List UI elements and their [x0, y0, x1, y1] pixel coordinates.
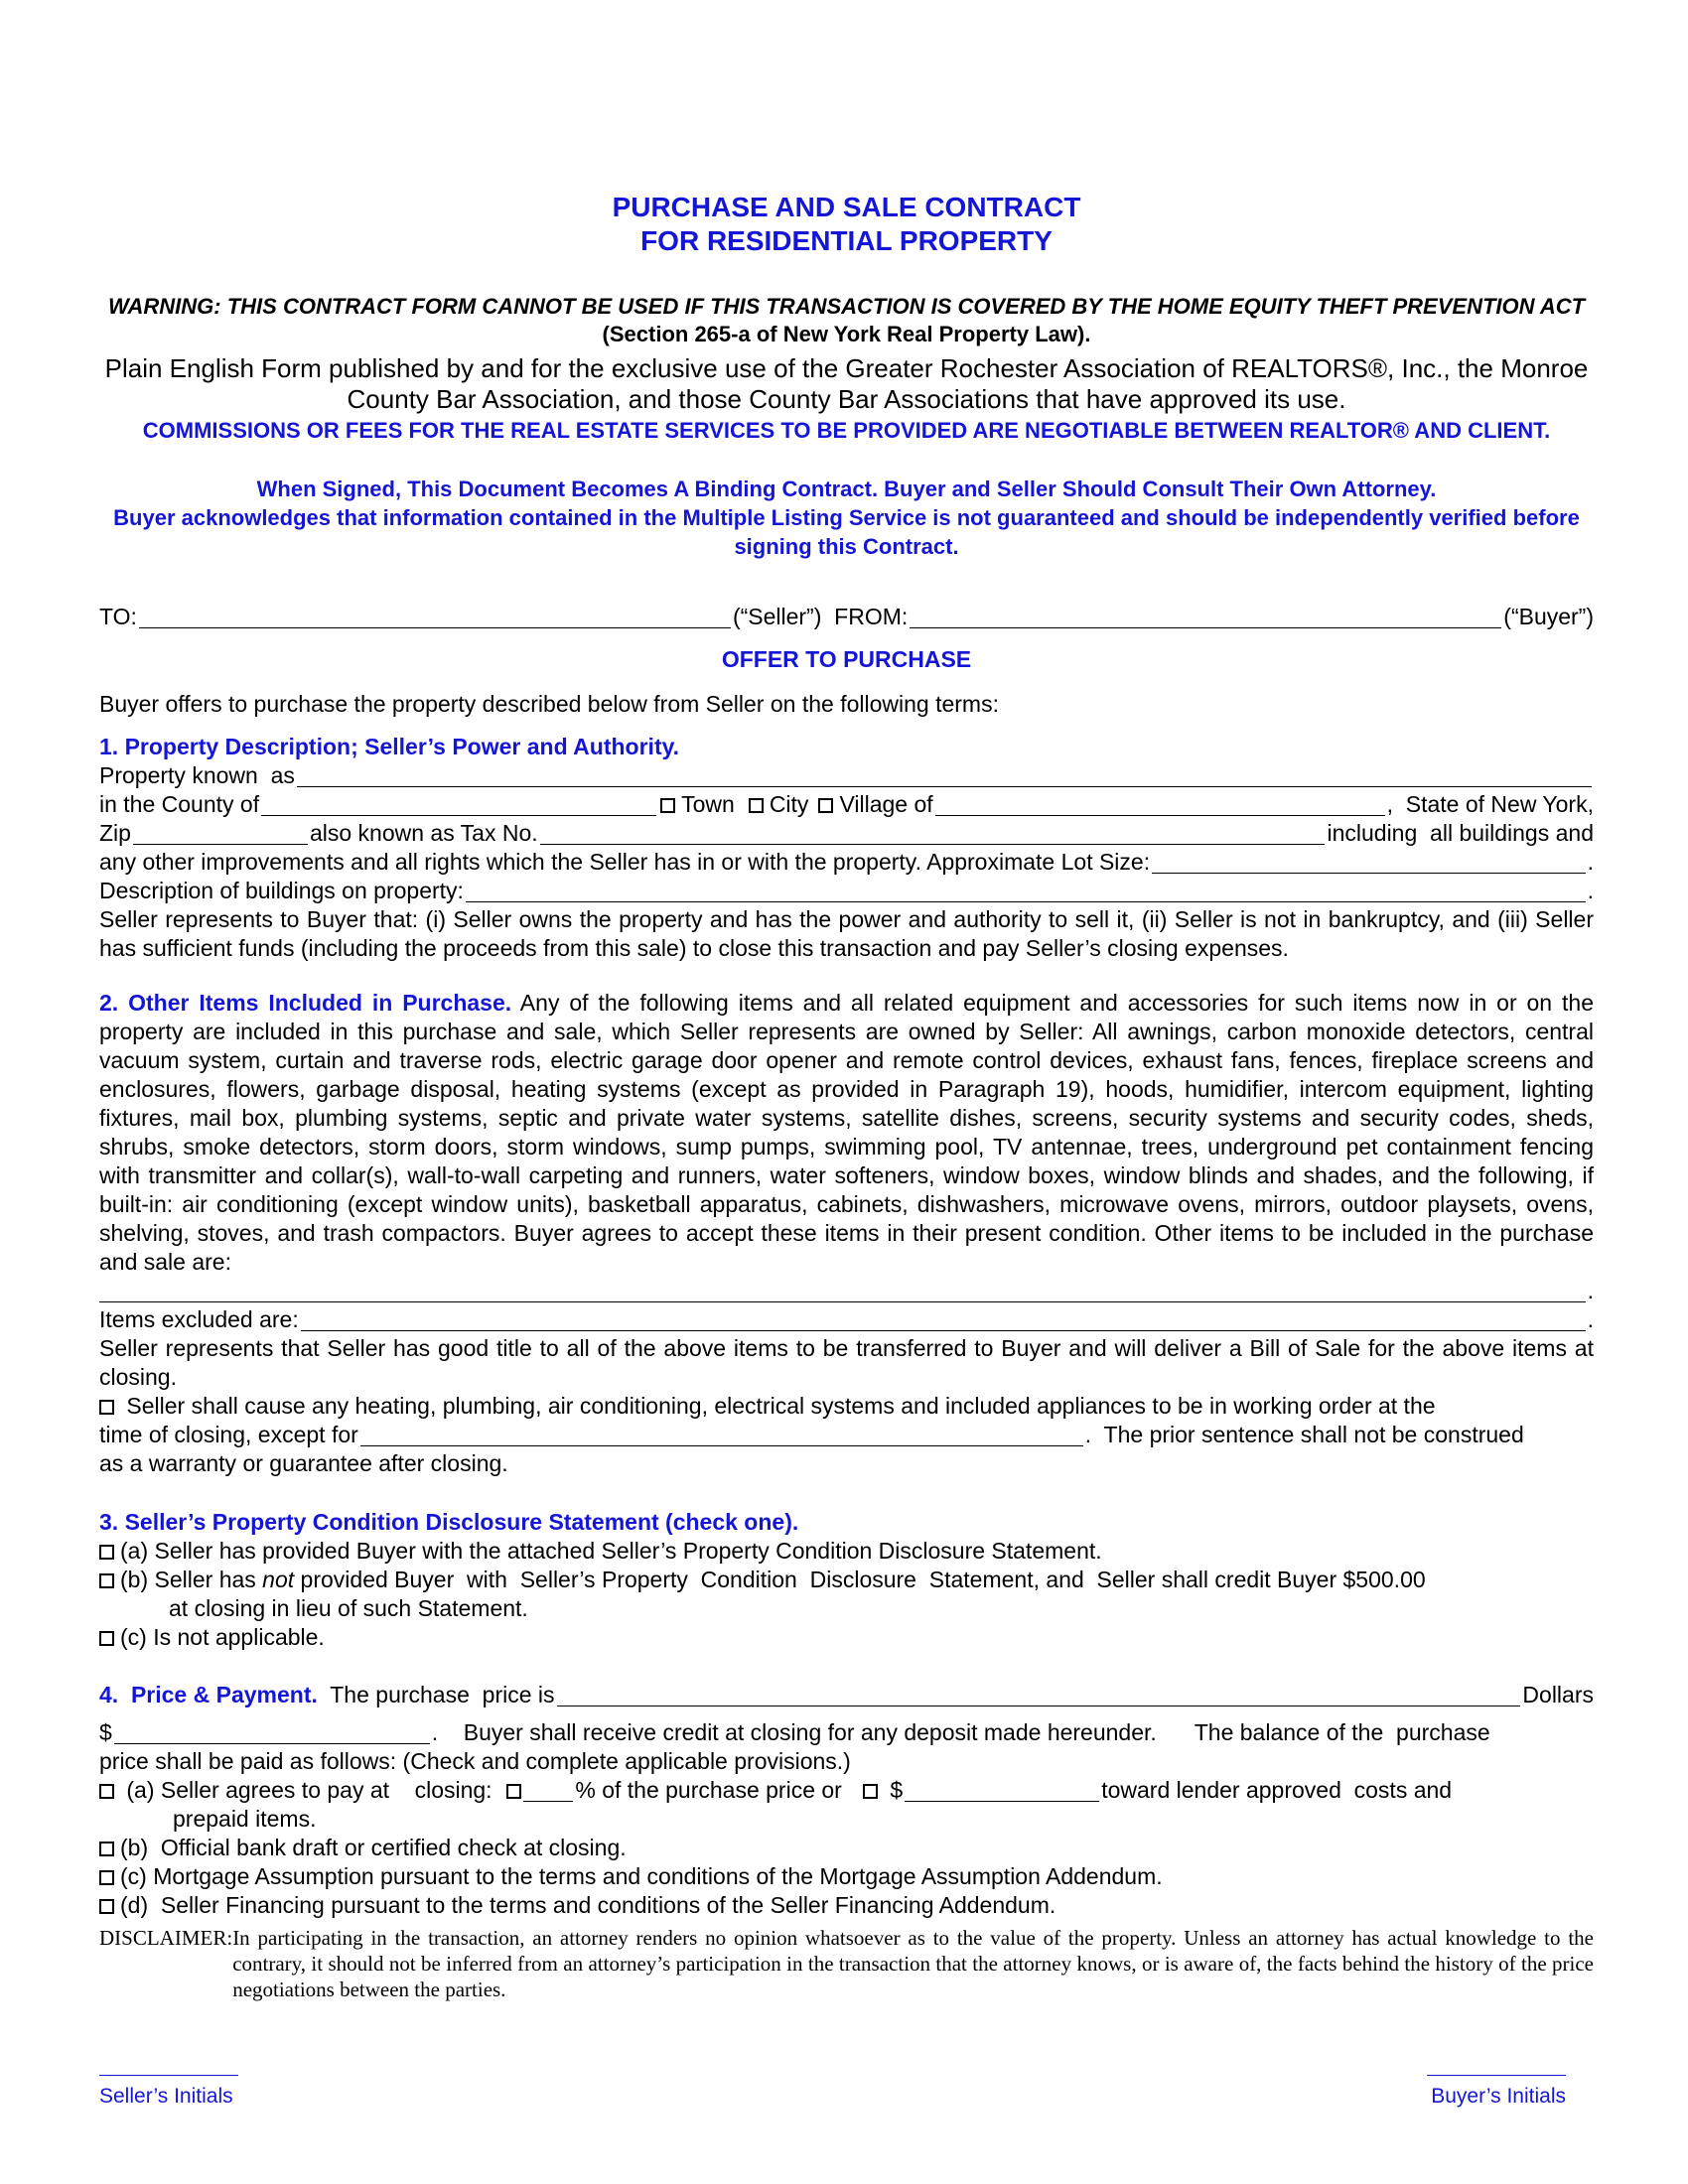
option-c-checkbox[interactable] [99, 1631, 114, 1646]
property-known-row [99, 761, 1594, 790]
village-label: Village of [839, 791, 933, 817]
disclaimer-text: In participating in the transaction, an attorney renders no opinion whatsoever as to the value of the property. Unless an attorney has actual knowledge to the contrary, it should not be inferred from an attorney’s participation in the transaction that the attorney knows, or is aware of, the facts behind the history of the price negotiations between the parties. [232, 1926, 1594, 2001]
except-for-row [99, 1421, 1594, 1449]
zip-row [99, 819, 1594, 848]
excluded-field[interactable] [301, 1309, 1586, 1331]
binding-notice: When Signed, This Document Becomes A Binding Contract. Buyer and Seller Should Consult Their Own Attorney. [256, 477, 1437, 501]
option-b-text-pre: (b) Seller has [120, 1567, 263, 1592]
section-4-heading: 4. Price & Payment. [99, 1682, 318, 1707]
payment-c-checkbox[interactable] [99, 1870, 114, 1885]
payment-a-text-2: % of the purchase price or [575, 1777, 862, 1803]
working-order-text: Seller shall cause any heating, plumbing, air conditioning, electrical systems and included appliances to be in working order at the [120, 1393, 1436, 1419]
other-items-row [99, 1277, 1594, 1305]
payment-c-text: (c) Mortgage Assumption pursuant to the terms and conditions of the Mortgage Assumption Addendum. [120, 1863, 1163, 1889]
credit-text: . Buyer shall receive credit at closing for any deposit made hereunder. The balance of the purchase [431, 1719, 1490, 1745]
section-2-body [99, 989, 1594, 1277]
payment-option-d [99, 1891, 1594, 1920]
buildings-label: Description of buildings on property: [99, 878, 464, 903]
option-a-checkbox[interactable] [99, 1545, 114, 1560]
price-amount-field[interactable] [114, 1722, 430, 1744]
section-3-option-c [99, 1623, 1594, 1652]
warning-tail-text: (Section 265-a of New York Real Property Law). [602, 322, 1091, 346]
excluded-period: . [1587, 1306, 1594, 1332]
dollar-sign: $ [99, 1719, 112, 1745]
plain-english-notice: Plain English Form published by and for the exclusive use of the Greater Rochester Association of REALTORS®, Inc., the Monroe County Bar Association, and those County Bar Associations that have approved its use. [104, 353, 1589, 414]
payment-option-b [99, 1834, 1594, 1862]
except-for-field[interactable] [360, 1425, 1083, 1446]
payment-a-text-3: toward lender approved costs and [1101, 1777, 1453, 1803]
price-amount-row [99, 1709, 1594, 1747]
buyer-label: (“Buyer”) [1503, 604, 1595, 629]
state-label: , State of New York, [1386, 791, 1594, 817]
price-row [99, 1681, 1594, 1709]
municipality-field[interactable] [935, 794, 1385, 816]
section-3-option-a [99, 1537, 1594, 1566]
warning-italic-text: WARNING: THIS CONTRACT FORM CANNOT BE USED IF THIS TRANSACTION IS COVERED BY THE HOME EQUITY THEFT PREVENTION ACT [107, 294, 1586, 319]
lot-size-period: . [1587, 849, 1594, 875]
option-b-continued: at closing in lieu of such Statement. [169, 1595, 528, 1621]
title-line-2: FOR RESIDENTIAL PROPERTY [640, 225, 1053, 256]
buildings-row [99, 877, 1594, 905]
payment-a-text-1: (a) Seller agrees to pay at closing: [120, 1777, 505, 1803]
city-checkbox[interactable] [749, 798, 764, 813]
section-3 [99, 1508, 1594, 1652]
option-b-checkbox[interactable] [99, 1573, 114, 1588]
property-known-label: Property known as [99, 762, 295, 788]
section-2-text: Any of the following items and all related equipment and accessories for such items now in or on the property are included in this purchase and sale, which Seller represents are owned by Seller: All awnings, carbon monoxide detectors, central vacuum system, curtain and traverse rods, electric garage door opener and remote control devices, exhaust fans, fences, fireplace screens and enclosures, flowers, garbage disposal, heating systems (except as provided in Paragraph 19), hoods, humidifier, intercom equipment, lighting fixtures, mail box, plumbing systems, septic and private water systems, satellite dishes, screens, security systems and security codes, sheds, shrubs, smoke detectors, storm doors, storm windows, sump pumps, swimming pool, TV antennae, trees, underground pet containment fencing with transmitter and collar(s), wall-to-wall carpeting and runners, water softeners, window boxes, window blinds and shades, and the following, if built-in: air conditioning (except window units), basketball apparatus, cabinets, dishwashers, microwave ovens, mirrors, outdoor playsets, ovens, shelving, stoves, and trash compactors. Buyer agrees to accept these items in their present condition. Other items to be included in the purchase and sale are: [99, 990, 1594, 1275]
zip-field[interactable] [133, 823, 308, 845]
county-row [99, 790, 1594, 819]
seller-initials-line[interactable] [99, 2075, 238, 2076]
disclaimer-text-wrap [70, 1925, 1594, 2002]
price-words-field[interactable] [557, 1685, 1521, 1706]
payment-option-c [99, 1862, 1594, 1891]
construed-text: . The prior sentence shall not be construed [1084, 1422, 1524, 1447]
village-checkbox[interactable] [818, 798, 833, 813]
commissions-notice: COMMISSIONS OR FEES FOR THE REAL ESTATE SERVICES TO BE PROVIDED ARE NEGOTIABLE BETWEEN REALTOR® AND CLIENT. [142, 418, 1551, 443]
county-field[interactable] [261, 794, 656, 816]
county-label: in the County of [99, 791, 260, 817]
payment-a-checkbox[interactable] [99, 1784, 114, 1799]
tax-no-label: also known as Tax No. [309, 820, 538, 846]
buyer-name-field[interactable] [910, 607, 1501, 628]
section-1-fields [99, 761, 1594, 963]
city-label: City [769, 791, 809, 817]
amount-checkbox[interactable] [863, 1784, 878, 1799]
seller-name-field[interactable] [139, 607, 731, 628]
option-b-not: not [262, 1567, 295, 1592]
section-4 [99, 1681, 1594, 1920]
tax-no-field[interactable] [540, 823, 1326, 845]
working-order-checkbox[interactable] [99, 1400, 114, 1415]
lot-size-row [99, 848, 1594, 877]
section-2-fields [99, 1277, 1594, 1478]
offer-heading: OFFER TO PURCHASE [721, 646, 972, 672]
payment-b-checkbox[interactable] [99, 1842, 114, 1856]
town-checkbox[interactable] [660, 798, 675, 813]
buyer-initials [1427, 2075, 1566, 2111]
parties-line [99, 603, 1594, 631]
disclaimer-label: DISCLAIMER: [99, 1926, 233, 1950]
town-label: Town [681, 791, 735, 817]
disclaimer [99, 1925, 1594, 2002]
buyer-initials-line[interactable] [1427, 2075, 1566, 2076]
contract-page [99, 0, 1594, 2184]
payment-d-checkbox[interactable] [99, 1899, 114, 1914]
section-3-heading: 3. Seller’s Property Condition Disclosure Statement (check one). [99, 1509, 799, 1535]
seller-initials-label: Seller’s Initials [99, 2085, 233, 2108]
warranty-text: as a warranty or guarantee after closing. [99, 1450, 508, 1476]
payment-b-text: (b) Official bank draft or certified check at closing. [120, 1835, 627, 1860]
seller-label: (“Seller”) FROM: [732, 604, 909, 629]
section-2-heading: 2. Other Items Included in Purchase. [99, 990, 512, 1016]
zip-label: Zip [99, 820, 131, 846]
option-b-text-post: provided Buyer with Seller’s Property Condition Disclosure Statement, and Seller shall credit Buyer $500.00 [294, 1567, 1426, 1592]
good-title-text: Seller represents that Seller has good title to all of the above items to be transferred to Buyer and will deliver a Bill of Sale for the above items at closing. [99, 1335, 1594, 1390]
buyer-initials-label: Buyer’s Initials [1431, 2085, 1566, 2108]
price-paid-text: price shall be paid as follows: (Check and complete applicable provisions.) [99, 1748, 851, 1774]
prepaid-items: prepaid items. [173, 1806, 317, 1832]
payment-option-a [99, 1776, 1594, 1805]
seller-initials [99, 2075, 238, 2111]
title-line-1: PURCHASE AND SALE CONTRACT [612, 192, 1081, 222]
including-label: including all buildings and [1327, 820, 1594, 846]
offer-intro: Buyer offers to purchase the property described below from Seller on the following terms: [99, 691, 999, 717]
excluded-row [99, 1305, 1594, 1334]
working-order-row [99, 1392, 1594, 1421]
document-title [99, 191, 1594, 258]
other-items-field[interactable] [99, 1281, 1586, 1302]
lender-costs-field[interactable] [905, 1780, 1099, 1802]
price-is-label: The purchase price is [317, 1682, 555, 1707]
excluded-label: Items excluded are: [99, 1306, 299, 1332]
other-items-period: . [1587, 1278, 1594, 1303]
lot-size-field[interactable] [1152, 852, 1586, 874]
percent-checkbox[interactable] [506, 1784, 521, 1799]
payment-d-text: (d) Seller Financing pursuant to the terms and conditions of the Seller Financing Addendum. [120, 1892, 1056, 1918]
dollars-label: Dollars [1522, 1682, 1594, 1707]
option-c-text: (c) Is not applicable. [120, 1624, 325, 1650]
section-3-option-b [99, 1566, 1594, 1594]
property-address-field[interactable] [297, 765, 1592, 787]
option-a-text: (a) Seller has provided Buyer with the attached Seller’s Property Condition Disclosure Statement. [120, 1538, 1102, 1564]
buildings-field[interactable] [466, 881, 1586, 902]
percent-field[interactable] [523, 1780, 573, 1802]
payment-a-dollar: $ [884, 1777, 904, 1803]
warning-notice [99, 293, 1594, 348]
improvements-text: any other improvements and all rights which the Seller has in or with the property. Approximate Lot Size: [99, 849, 1151, 875]
to-label: TO: [99, 604, 137, 629]
section-1-heading: 1. Property Description; Seller’s Power and Authority. [99, 734, 680, 759]
seller-represents: Seller represents to Buyer that: (i) Seller owns the property and has the power and authority to sell it, (ii) Seller is not in bankruptcy, and (iii) Seller has sufficient funds (including the proceeds from this sale) to close this transaction and pay Seller’s closing expenses. [99, 906, 1594, 961]
except-for-label: time of closing, except for [99, 1422, 358, 1447]
buildings-period: . [1587, 878, 1594, 903]
mls-notice: Buyer acknowledges that information contained in the Multiple Listing Service is not guaranteed and should be independently verified before signing this Contract. [113, 505, 1580, 559]
